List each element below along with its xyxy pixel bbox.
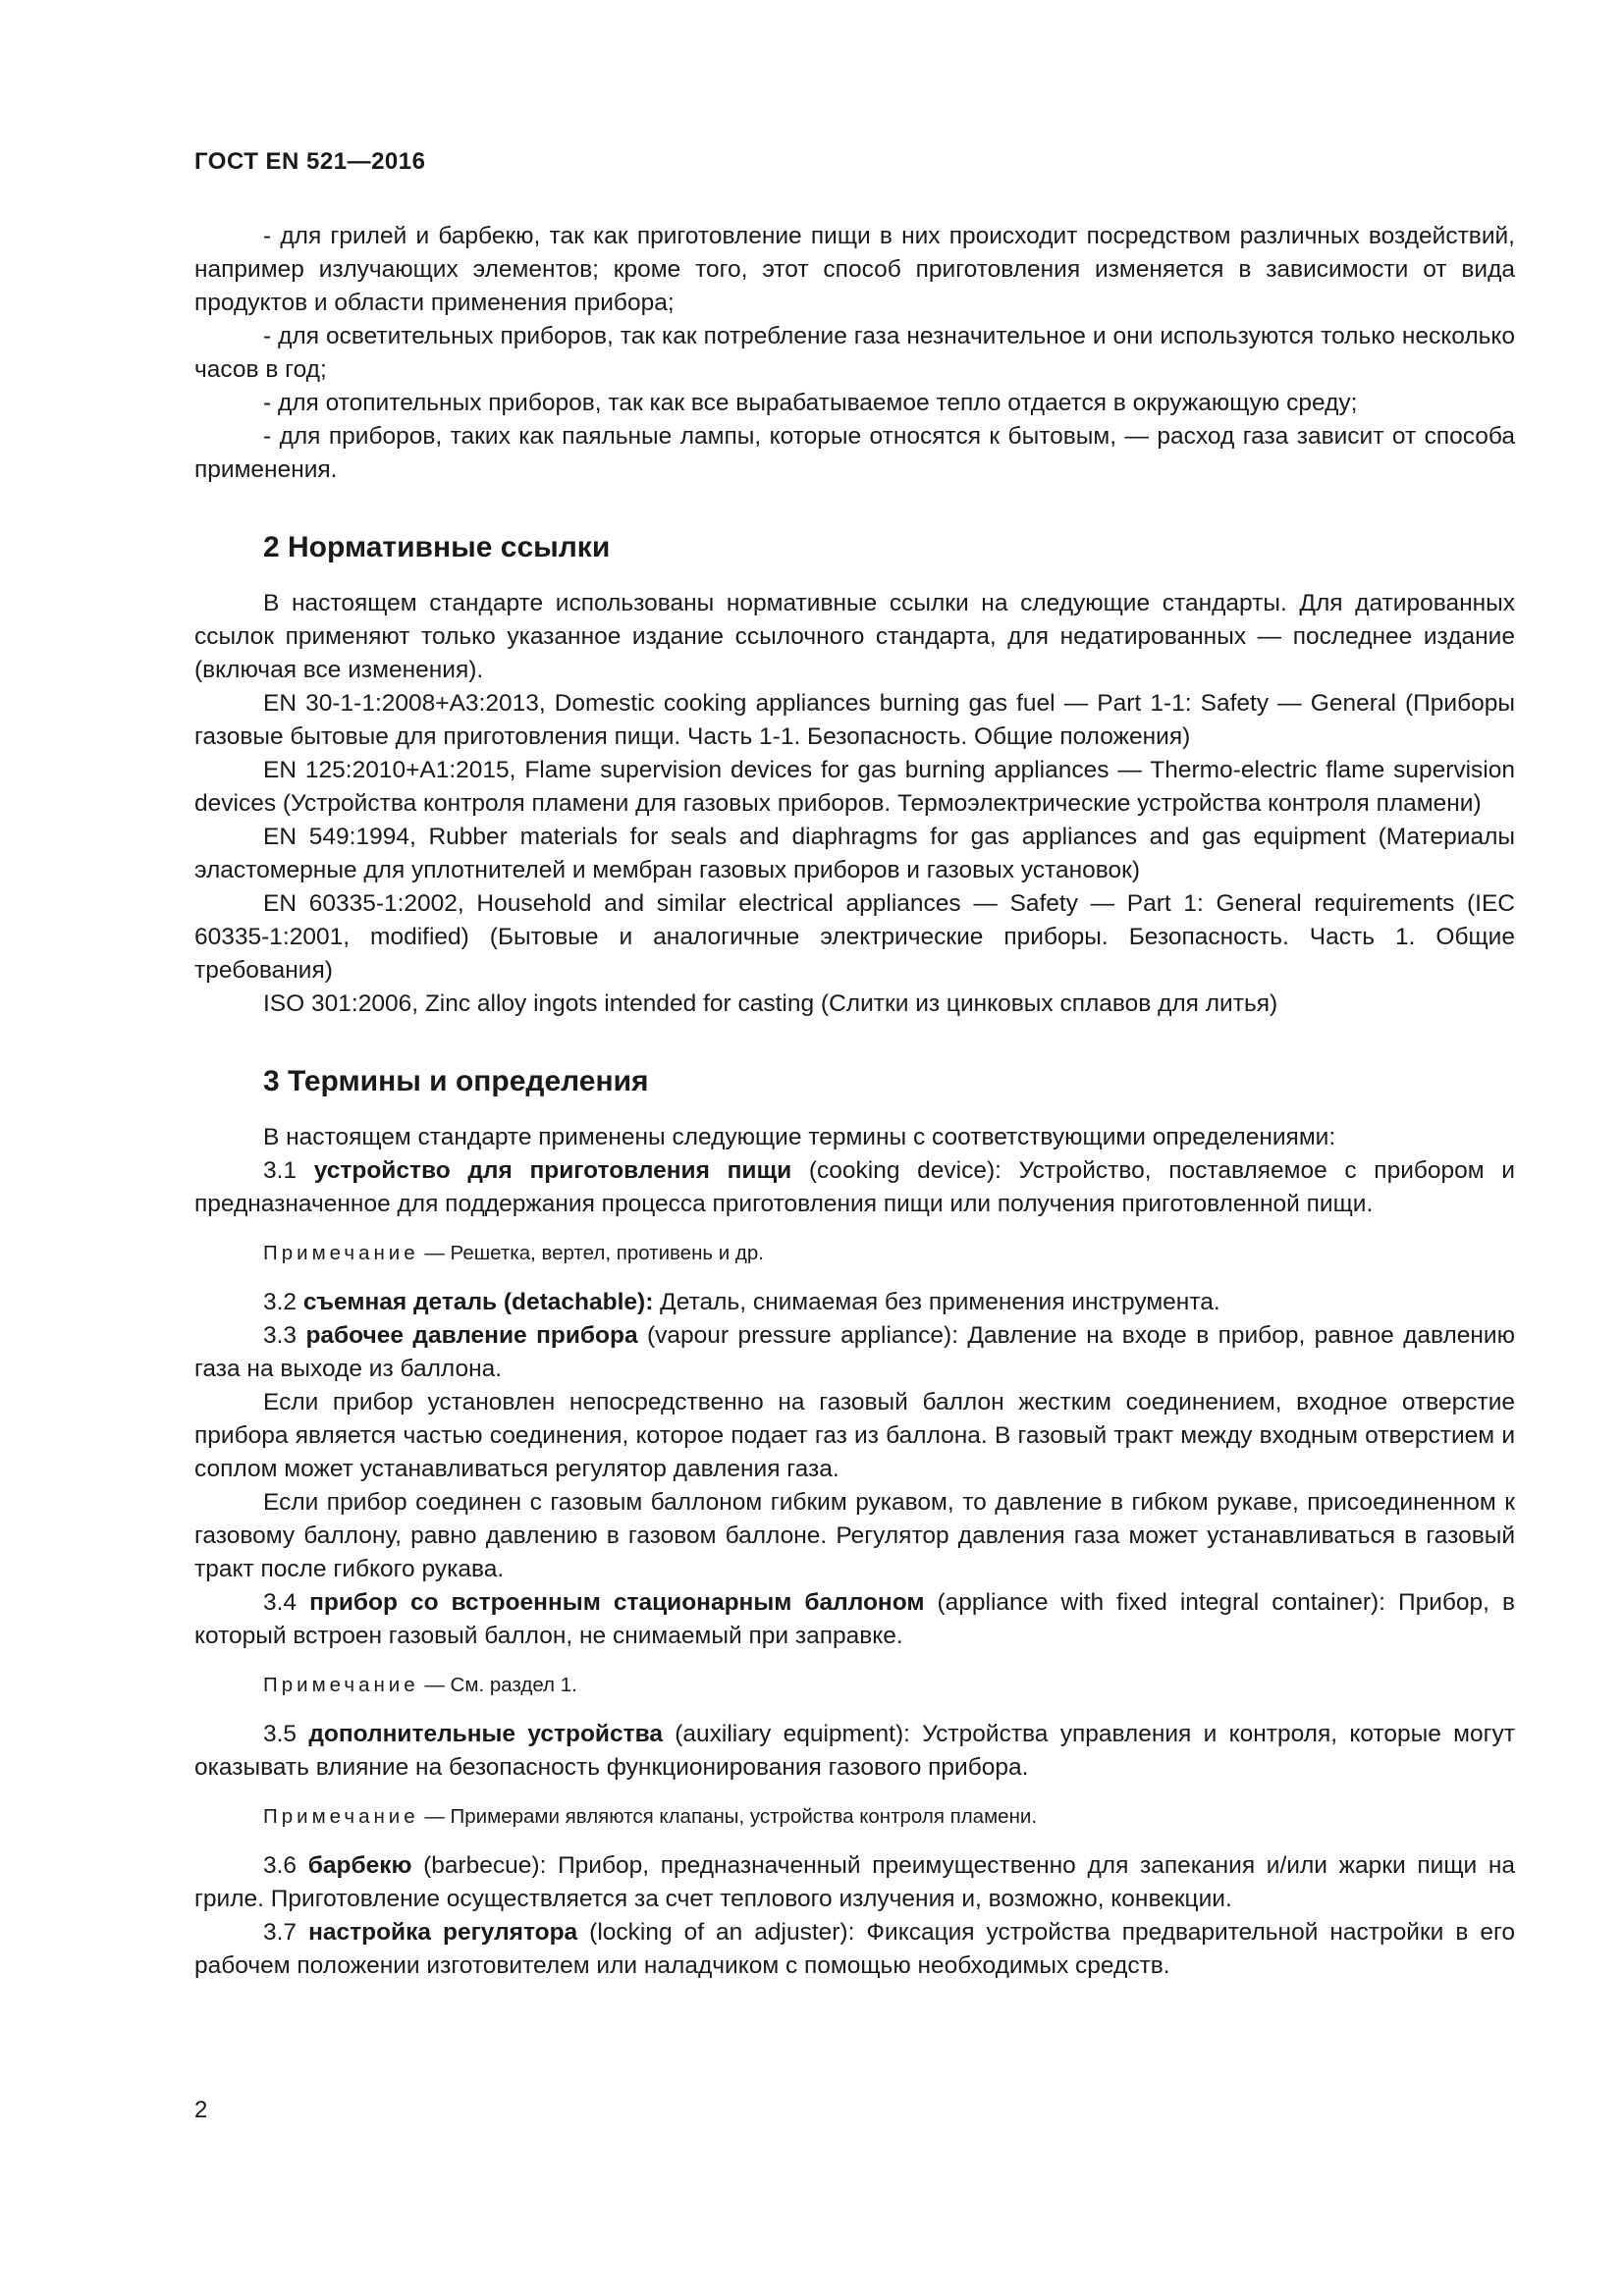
term-number: 3.2 xyxy=(263,1289,303,1315)
term-3-2 xyxy=(194,1286,1515,1319)
term-number: 3.4 xyxy=(263,1589,310,1616)
section-2-body xyxy=(194,587,1515,1021)
list-item: - для отопительных приборов, так как все вырабатываемое тепло отдается в окружающую среду; xyxy=(263,390,1358,416)
term-definition: (appliance with fixed integral container): Прибор, в который встроен газовый баллон, не снимаемый при заправке. xyxy=(194,1589,1515,1649)
section-2-heading: 2 Нормативные ссылки xyxy=(263,531,611,563)
note-text: — См. раздел 1. xyxy=(418,1674,577,1696)
term-definition: (auxiliary equipment): Устройства управления и контроля, которые могут оказывать влияние на безопасность функционирования газового прибора. xyxy=(194,1721,1516,1781)
term-3-3-paragraph: Если прибор соединен с газовым баллоном гибким рукавом, то давление в гибком рукаве, присоединенном к газовому баллону, равно давлению в газовом баллоне. Регулятор давления газа может устанавливаться в газовый тракт после гибкого рукава. xyxy=(194,1489,1515,1582)
term-definition: (barbecue): Прибор, предназначенный преимущественно для запекания и/или жарки пищи на гриле. Приготовление осуществляется за счет теплового излучения и, возможно, конвекции. xyxy=(194,1852,1515,1912)
note-label: Примечание xyxy=(263,1805,419,1828)
term-definition: (cooking device): Устройство, поставляемое с прибором и предназначенное для поддержания процесса приготовления пищи или получения приготовленной пищи. xyxy=(194,1157,1515,1217)
term-title: дополнительные устройства xyxy=(308,1721,663,1747)
normative-reference: EN 60335-1:2002, Household and similar electrical appliances — Safety — Part 1: General requirements (IEC 60335-1:2001, modified) (Бытовые и аналогичные электрические приборы. Безопасность. Часть 1. Общие требования) xyxy=(194,890,1515,984)
section-2-intro: В настоящем стандарте использованы нормативные ссылки на следующие стандарты. Для датированных ссылок применяют только указанное издание ссылочного стандарта, для недатированных — последнее издание (включая все изменения). xyxy=(194,590,1515,683)
page-number: 2 xyxy=(194,2097,208,2123)
section-3-body xyxy=(194,1121,1515,1983)
list-item: - для грилей и барбекю, так как приготовление пищи в них происходит посредством различных воздействий, например излучающих элементов; кроме того, этот способ приготовления изменяется в зависимости от вида продуктов и области применения прибора; xyxy=(194,223,1515,316)
note-text: — Решетка, вертел, противень и др. xyxy=(418,1242,764,1264)
term-number: 3.5 xyxy=(263,1721,309,1747)
note-3-1 xyxy=(194,1239,1515,1268)
term-title: прибор со встроенным стационарным баллоном xyxy=(309,1589,925,1616)
intro-exclusions-list xyxy=(194,220,1515,487)
term-title: рабочее давление прибора xyxy=(305,1322,638,1349)
section-3-intro: В настоящем стандарте применены следующие термины с соответствующими определениями: xyxy=(263,1124,1336,1150)
term-3-3 xyxy=(194,1319,1515,1386)
note-label: Примечание xyxy=(263,1674,419,1696)
note-3-5 xyxy=(194,1802,1515,1832)
term-3-6 xyxy=(194,1849,1515,1916)
normative-reference: EN 549:1994, Rubber materials for seals and diaphragms for gas appliances and gas equipment (Материалы эластомерные для уплотнителей и мембран газовых приборов и газовых установок) xyxy=(194,824,1515,883)
term-3-4 xyxy=(194,1586,1515,1653)
term-number: 3.3 xyxy=(263,1322,306,1349)
normative-reference: ISO 301:2006, Zinc alloy ingots intended for casting (Слитки из цинковых сплавов для литья) xyxy=(263,990,1278,1017)
term-3-1 xyxy=(194,1154,1515,1221)
term-number: 3.7 xyxy=(263,1919,309,1946)
term-number: 3.1 xyxy=(263,1157,314,1184)
term-definition: (vapour pressure appliance): Давление на входе в прибор, равное давлению газа на выходе из баллона. xyxy=(194,1322,1515,1382)
document-code: ГОСТ EN 521—2016 xyxy=(194,148,426,175)
list-item: - для осветительных приборов, так как потребление газа незначительное и они используются только несколько часов в год; xyxy=(194,323,1515,383)
list-item: - для приборов, таких как паяльные лампы, которые относятся к бытовым, — расход газа зависит от способа применения. xyxy=(194,423,1515,483)
term-number: 3.6 xyxy=(263,1852,308,1879)
term-title: устройство для приготовления пищи xyxy=(313,1157,792,1184)
note-3-4 xyxy=(194,1671,1515,1700)
term-title: настройка регулятора xyxy=(308,1919,578,1946)
term-title: съемная деталь (detachable): xyxy=(302,1289,654,1315)
note-label: Примечание xyxy=(263,1242,419,1264)
term-3-5 xyxy=(194,1718,1515,1785)
normative-reference: EN 30-1-1:2008+A3:2013, Domestic cooking appliances burning gas fuel — Part 1-1: Safety — General (Приборы газовые бытовые для приготовления пищи. Часть 1-1. Безопасность. Общие положения) xyxy=(194,690,1515,750)
term-definition: Деталь, снимаемая без применения инструмента. xyxy=(653,1289,1220,1315)
section-3-heading: 3 Термины и определения xyxy=(263,1065,649,1097)
term-3-7 xyxy=(194,1916,1515,1983)
document-page xyxy=(194,147,1515,1983)
term-title: барбекю xyxy=(307,1852,412,1879)
term-definition: (locking of an adjuster): Фиксация устройства предварительной настройки в его рабочем положении изготовителем или наладчиком с помощью необходимых средств. xyxy=(194,1919,1515,1979)
note-text: — Примерами являются клапаны, устройства контроля пламени. xyxy=(418,1805,1038,1828)
term-3-3-paragraph: Если прибор установлен непосредственно на газовый баллон жестким соединением, входное отверстие прибора является частью соединения, которое подает газ из баллона. В газовый тракт между входным отверстием и соплом может устанавливаться регулятор давления газа. xyxy=(194,1389,1515,1482)
normative-reference: EN 125:2010+A1:2015, Flame supervision devices for gas burning appliances — Thermo-electric flame supervision devices (Устройства контроля пламени для газовых приборов. Термоэлектрические устройства контроля пламени) xyxy=(194,757,1515,817)
